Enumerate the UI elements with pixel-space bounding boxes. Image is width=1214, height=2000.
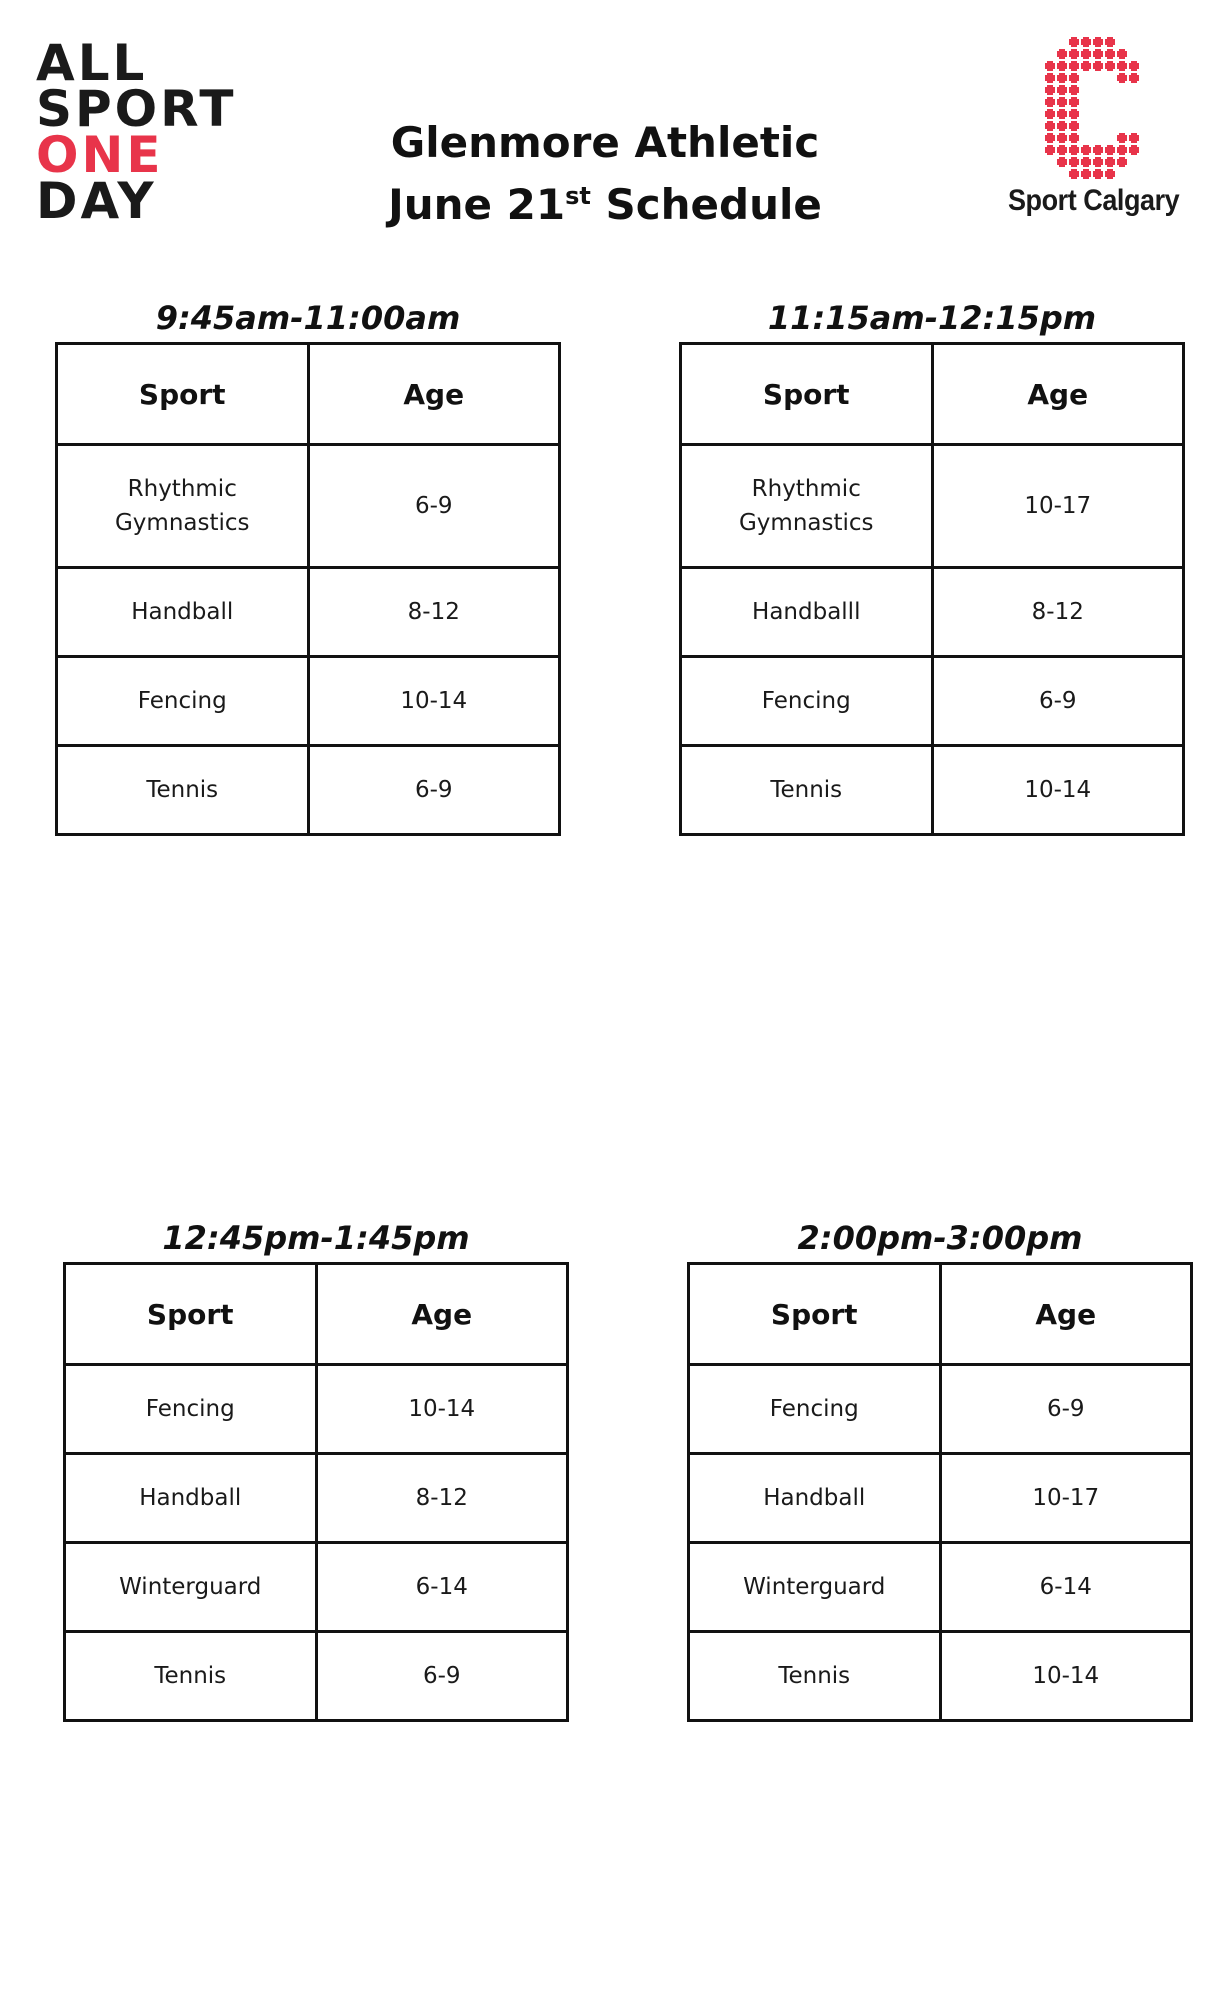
- logo-line-day: DAY: [36, 172, 157, 230]
- age-cell: 6-9: [308, 746, 560, 835]
- sport-cell: Rhythmic Gymnastics: [57, 445, 309, 568]
- title-line-1: Glenmore Athletic: [390, 118, 820, 167]
- table-row: [65, 1365, 568, 1454]
- age-cell: 8-12: [308, 568, 560, 657]
- column-header-age: Age: [316, 1264, 568, 1365]
- sport-cell: Handballl: [681, 568, 933, 657]
- schedule-table: [63, 1262, 569, 1722]
- age-cell: 6-14: [940, 1543, 1192, 1632]
- table-row: [689, 1365, 1192, 1454]
- age-cell: 6-9: [308, 445, 560, 568]
- table-row: [681, 568, 1184, 657]
- schedule-block: [55, 298, 561, 836]
- table-row: [689, 1632, 1192, 1721]
- logo-line-all: ALL: [36, 34, 148, 92]
- schedule-table: [55, 342, 561, 836]
- column-header-age: Age: [308, 344, 560, 445]
- table-row: [65, 1543, 568, 1632]
- sport-cell: Tennis: [689, 1632, 941, 1721]
- time-slot-heading: 2:00pm-3:00pm: [797, 1219, 1083, 1257]
- logo-line-sport: SPORT: [36, 80, 237, 138]
- sport-cell: Winterguard: [689, 1543, 941, 1632]
- age-cell: 10-14: [940, 1632, 1192, 1721]
- page-title: [330, 112, 880, 236]
- column-header-sport: Sport: [65, 1264, 317, 1365]
- logo-line-one: ONE: [36, 126, 164, 184]
- schedule-block: [687, 1218, 1193, 1722]
- age-cell: 10-14: [932, 746, 1184, 835]
- table-row: [57, 568, 560, 657]
- age-cell: 10-14: [316, 1365, 568, 1454]
- time-slot-heading: 9:45am-11:00am: [155, 299, 461, 337]
- table-row: [57, 746, 560, 835]
- sport-cell: Rhythmic Gymnastics: [681, 445, 933, 568]
- schedule-table: [679, 342, 1185, 836]
- table-row: [57, 657, 560, 746]
- time-slot-heading: 12:45pm-1:45pm: [162, 1219, 470, 1257]
- sport-cell: Fencing: [57, 657, 309, 746]
- sport-cell: Fencing: [65, 1365, 317, 1454]
- title-line-2: [330, 174, 880, 236]
- sport-cell: Tennis: [681, 746, 933, 835]
- age-cell: 8-12: [316, 1454, 568, 1543]
- age-cell: 10-14: [308, 657, 560, 746]
- table-row: [65, 1454, 568, 1543]
- table-header-row: [681, 344, 1184, 445]
- table-row: [689, 1454, 1192, 1543]
- title-schedule: Schedule: [590, 180, 822, 229]
- table-row: [681, 445, 1184, 568]
- table-header-row: [57, 344, 560, 445]
- age-cell: 6-14: [316, 1543, 568, 1632]
- table-header-row: [689, 1264, 1192, 1365]
- sport-calgary-wordmark: Sport Calgary: [1008, 184, 1180, 217]
- sport-calgary-logo: [1008, 36, 1198, 218]
- schedule-block: [679, 298, 1185, 836]
- sport-cell: Fencing: [689, 1365, 941, 1454]
- calgary-c-mark-icon: [1044, 36, 1152, 180]
- age-cell: 10-17: [940, 1454, 1192, 1543]
- age-cell: 10-17: [932, 445, 1184, 568]
- table-row: [65, 1632, 568, 1721]
- table-row: [689, 1543, 1192, 1632]
- table-header-row: [65, 1264, 568, 1365]
- sport-cell: Fencing: [681, 657, 933, 746]
- column-header-age: Age: [940, 1264, 1192, 1365]
- schedule-table: [687, 1262, 1193, 1722]
- age-cell: 6-9: [940, 1365, 1192, 1454]
- age-cell: 6-9: [932, 657, 1184, 746]
- age-cell: 8-12: [932, 568, 1184, 657]
- sport-cell: Handball: [57, 568, 309, 657]
- table-row: [57, 445, 560, 568]
- title-date: June 21: [388, 180, 566, 229]
- sport-cell: Handball: [689, 1454, 941, 1543]
- schedule-block: [63, 1218, 569, 1722]
- time-slot-heading: 11:15am-12:15pm: [767, 299, 1097, 337]
- age-cell: 6-9: [316, 1632, 568, 1721]
- table-row: [681, 746, 1184, 835]
- column-header-sport: Sport: [681, 344, 933, 445]
- table-row: [681, 657, 1184, 746]
- column-header-sport: Sport: [689, 1264, 941, 1365]
- sport-cell: Handball: [65, 1454, 317, 1543]
- column-header-sport: Sport: [57, 344, 309, 445]
- sport-cell: Tennis: [57, 746, 309, 835]
- all-sport-one-day-logo: [36, 34, 237, 230]
- sport-cell: Winterguard: [65, 1543, 317, 1632]
- title-date-suffix: st: [565, 182, 591, 210]
- column-header-age: Age: [932, 344, 1184, 445]
- sport-cell: Tennis: [65, 1632, 317, 1721]
